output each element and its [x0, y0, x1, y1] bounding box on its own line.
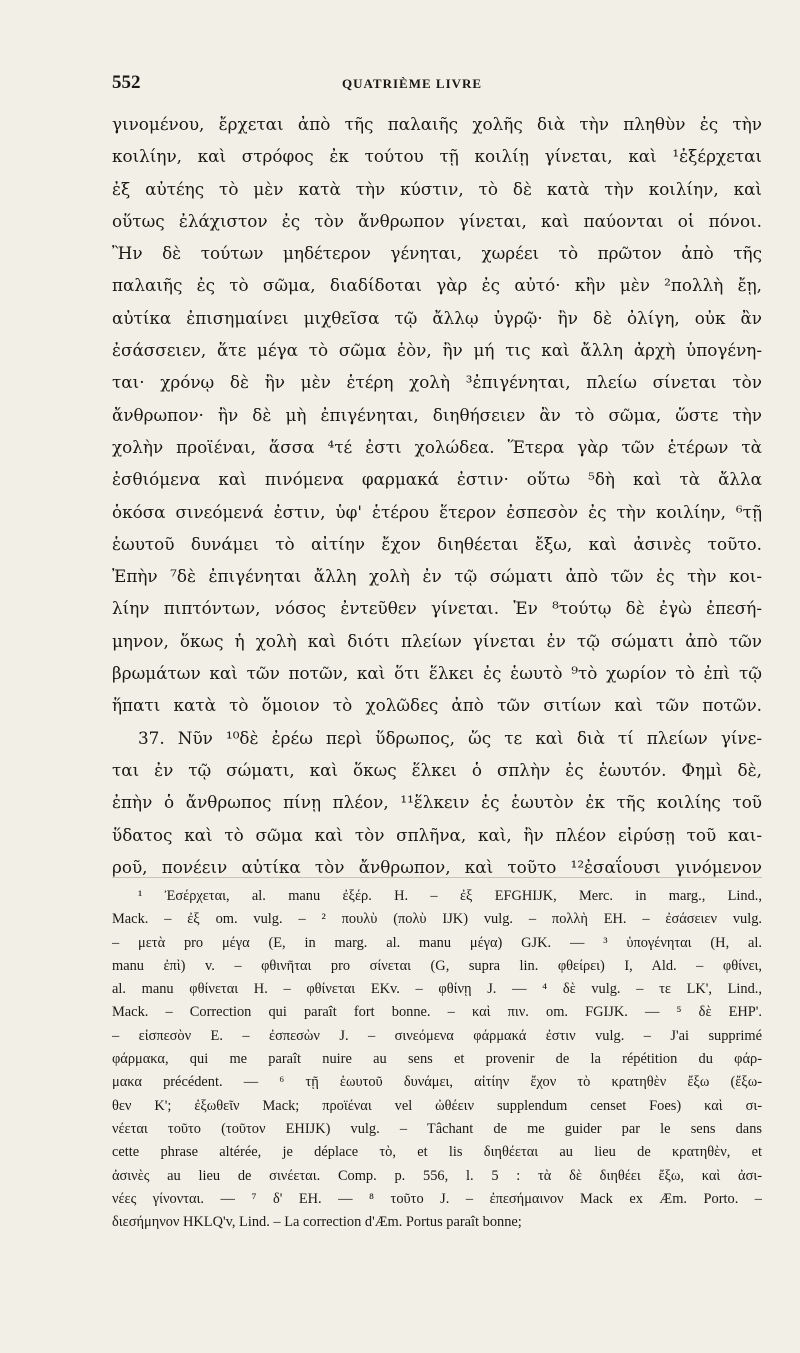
text-line: ἑωυτοῦ δυνάμει τὸ αἰτίην ἔχον διηθέεται ἔξω, καὶ ἀσινὲς τοῦτο.: [112, 533, 762, 554]
text-line: ἐξ αὐτέης τὸ μὲν κατὰ τὴν κύστιν, τὸ δὲ κατὰ τὴν κοιλίην, καὶ: [112, 178, 762, 199]
footnote-line: θεν K'; ἐξωθεῖν Mack; προϊέναι vel ὠθέειν supplendum censet Foes) καὶ σι-: [112, 1097, 762, 1114]
text-line: ἐσθιόμενα καὶ πινόμενα φαρμακά ἐστιν· οὕτω ⁵δὴ καὶ τὰ ἄλλα: [112, 469, 762, 490]
text-line: ἐπὴν ὁ ἄνθρωπος πίνῃ πλέον, ¹¹ἕλκειν ἐς ἑωυτὸν ἐκ τῆς κοιλίης τοῦ: [112, 792, 762, 813]
footnote-line: ¹ Ἐσέρχεται, al. manu ἐξέρ. H. – ἐξ EFGHIJK, Merc. in marg., Lind.,: [138, 888, 762, 904]
footnote-line: φάρμακα, qui me paraît nuire au sens et provenir de la répétition du φάρ-: [112, 1051, 762, 1068]
footnote-line: – εἰσπεσὸν E. – ἐσπεσὼν J. – σινεόμενα φάρμακά ἐστιν vulg. – J'ai supprimé: [112, 1027, 762, 1044]
footnote-line: νέεται τοῦτο (τοῦτον EHIJK) vulg. – Tâchant de me guider par le sens dans: [112, 1120, 762, 1137]
text-line: ται· χρόνῳ δὲ ἢν μὲν ἑτέρη χολὴ ³ἐπιγένηται, πλείω σίνεται τὸν: [112, 372, 762, 393]
running-head: QUATRIÈME LIVRE: [342, 76, 483, 91]
footnote-line: Mack. – ἐξ om. vulg. – ² πουλὺ (πολὺ IJK) vulg. – πολλὴ EH. – ἐσάσειεν vulg.: [112, 911, 762, 928]
text-line: Ἢν δὲ τούτων μηδέτερον γένηται, χωρέει τὸ πρῶτον ἀπὸ τῆς: [112, 243, 762, 264]
text-line: ται ἐν τῷ σώματι, καὶ ὅκως ἕλκει ὁ σπλὴν ἐς ἑωυτόν. Φημὶ δὲ,: [112, 759, 762, 780]
footnote-divider: [112, 877, 762, 878]
main-text: [112, 108, 762, 883]
text-line: ἄνθρωπον· ἢν δὲ μὴ ἐπιγένηται, διηθήσειεν ἂν τὸ σῶμα, ὥστε τὴν: [112, 404, 762, 425]
text-line: χολὴν προϊέναι, ἅσσα ⁴τέ ἐστι χολώδεα. Ἕτερα γὰρ τῶν ἑτέρων τὰ: [112, 436, 762, 457]
text-line: ἥπατι κατὰ τὸ ὅμοιον τὸ χολῶδες ἀπὸ τῶν σιτίων καὶ τῶν ποτῶν.: [112, 695, 762, 716]
text-line: ἐσάσσειεν, ἅτε μέγα τὸ σῶμα ἐὸν, ἢν μή τις καὶ ἄλλη ἀρχὴ ὑπογένη-: [112, 340, 762, 361]
footnotes: [112, 885, 762, 1234]
footnote-line: Mack. – Correction qui paraît fort bonne. – καὶ πιν. om. FGIJK. — ⁵ δὲ EHP'.: [112, 1004, 762, 1021]
text-line: βρωμάτων καὶ τῶν ποτῶν, καὶ ὅτι ἕλκει ἐς ἑωυτὸ ⁹τὸ χωρίον τὸ ἐπὶ τῷ: [112, 663, 762, 684]
footnote-line: cette phrase altérée, je déplace τὸ, et lis διηθέεται au lieu de κρατηθὲν, et: [112, 1144, 762, 1161]
footnote-line: al. manu φθίνεται H. – φθίνεται EKv. – φθίνῃ J. — ⁴ δὲ vulg. – τε LK', Lind.,: [112, 981, 762, 998]
section-start-line: 37. Νῦν ¹⁰δὲ ἐρέω περὶ ὕδρωπος, ὥς τε καὶ διὰ τί πλείων γίνε-: [138, 727, 762, 748]
footnote-line: διεσήμηνον HKLQ'v, Lind. – La correction d'Æm. Portus paraît bonne;: [112, 1214, 522, 1231]
text-line: οὕτως ἐλάχιστον ἐς τὸν ἄνθρωπον γίνεται, καὶ παύονται οἱ πόνοι.: [112, 210, 762, 231]
text-line: γινομένου, ἔρχεται ἀπὸ τῆς παλαιῆς χολῆς διὰ τὴν πληθὺν ἐς τὴν: [112, 114, 762, 134]
text-line: ροῦ, πονέειν αὐτίκα τὸν ἄνθρωπον, καὶ τοῦτο ¹²ἐσαΐουσι γινόμενον: [112, 856, 762, 877]
text-line: ὁκόσα σινεόμενά ἐστιν, ὑφ' ἑτέρου ἕτερον ἐσπεσὸν ἐς τὴν κοιλίην, ⁶τῇ: [112, 501, 762, 522]
text-line: ὕδατος καὶ τὸ σῶμα καὶ τὸν σπλῆνα, καὶ, ἢν πλέον εἰρύσῃ τοῦ και-: [112, 824, 762, 845]
footnote-line: manu ἐπὶ) v. – φθινῆται pro σίνεται (G, supra lin. φθείρει) I, Ald. – φθίνει,: [112, 957, 762, 974]
page-header: [112, 72, 730, 98]
text-line: Ἐπὴν ⁷δὲ ἐπιγένηται ἄλλη χολὴ ἐν τῷ σώματι ἀπὸ τῶν ἐς τὴν κοι-: [112, 566, 762, 587]
text-line: παλαιῆς ἐς τὸ σῶμα, διαδίδοται γὰρ ἐς αὐτό· κἢν μὲν ²πολλὴ ἔῃ,: [112, 275, 762, 296]
text-line: μηνον, ὅκως ἡ χολὴ καὶ διότι πλείων γίνεται ἐν τῷ σώματι ἀπὸ τῶν: [112, 630, 762, 651]
text-line: αὐτίκα ἐπισημαίνει μιχθεῖσα τῷ ἄλλῳ ὑγρῷ· ἢν δὲ ὀλίγη, οὐκ ἂν: [112, 307, 762, 328]
text-line: λίην πιπτόντων, νόσος ἐντεῦθεν γίνεται. Ἐν ⁸τούτῳ δὲ ἐγὼ ἐπεσή-: [112, 598, 762, 619]
footnote-line: ἀσινὲς au lieu de σινέεται. Comp. p. 556, l. 5 : τὰ δὲ διηθέει ἔξω, καὶ ἀσι-: [112, 1167, 762, 1184]
page-number: 552: [112, 72, 141, 93]
text-line: κοιλίην, καὶ στρόφος ἐκ τούτου τῇ κοιλίῃ γίνεται, καὶ ¹ἐξέρχεται: [112, 146, 762, 167]
footnote-line: μακα précédent. — ⁶ τῇ ἑωυτοῦ δυνάμει, αἰτίην ἔχον τὸ κρατηθὲν ἔξω (ἔξω-: [112, 1074, 762, 1091]
footnote-line: νέες γίνονται. — ⁷ δ' EH. — ⁸ τοῦτο J. – ἐπεσήμαινον Mack ex Æm. Porto. –: [112, 1190, 762, 1207]
footnote-line: – μετὰ pro μέγα (E, in marg. al. manu μέγα) GJK. — ³ ὑπογένηται (H, al.: [112, 934, 762, 951]
